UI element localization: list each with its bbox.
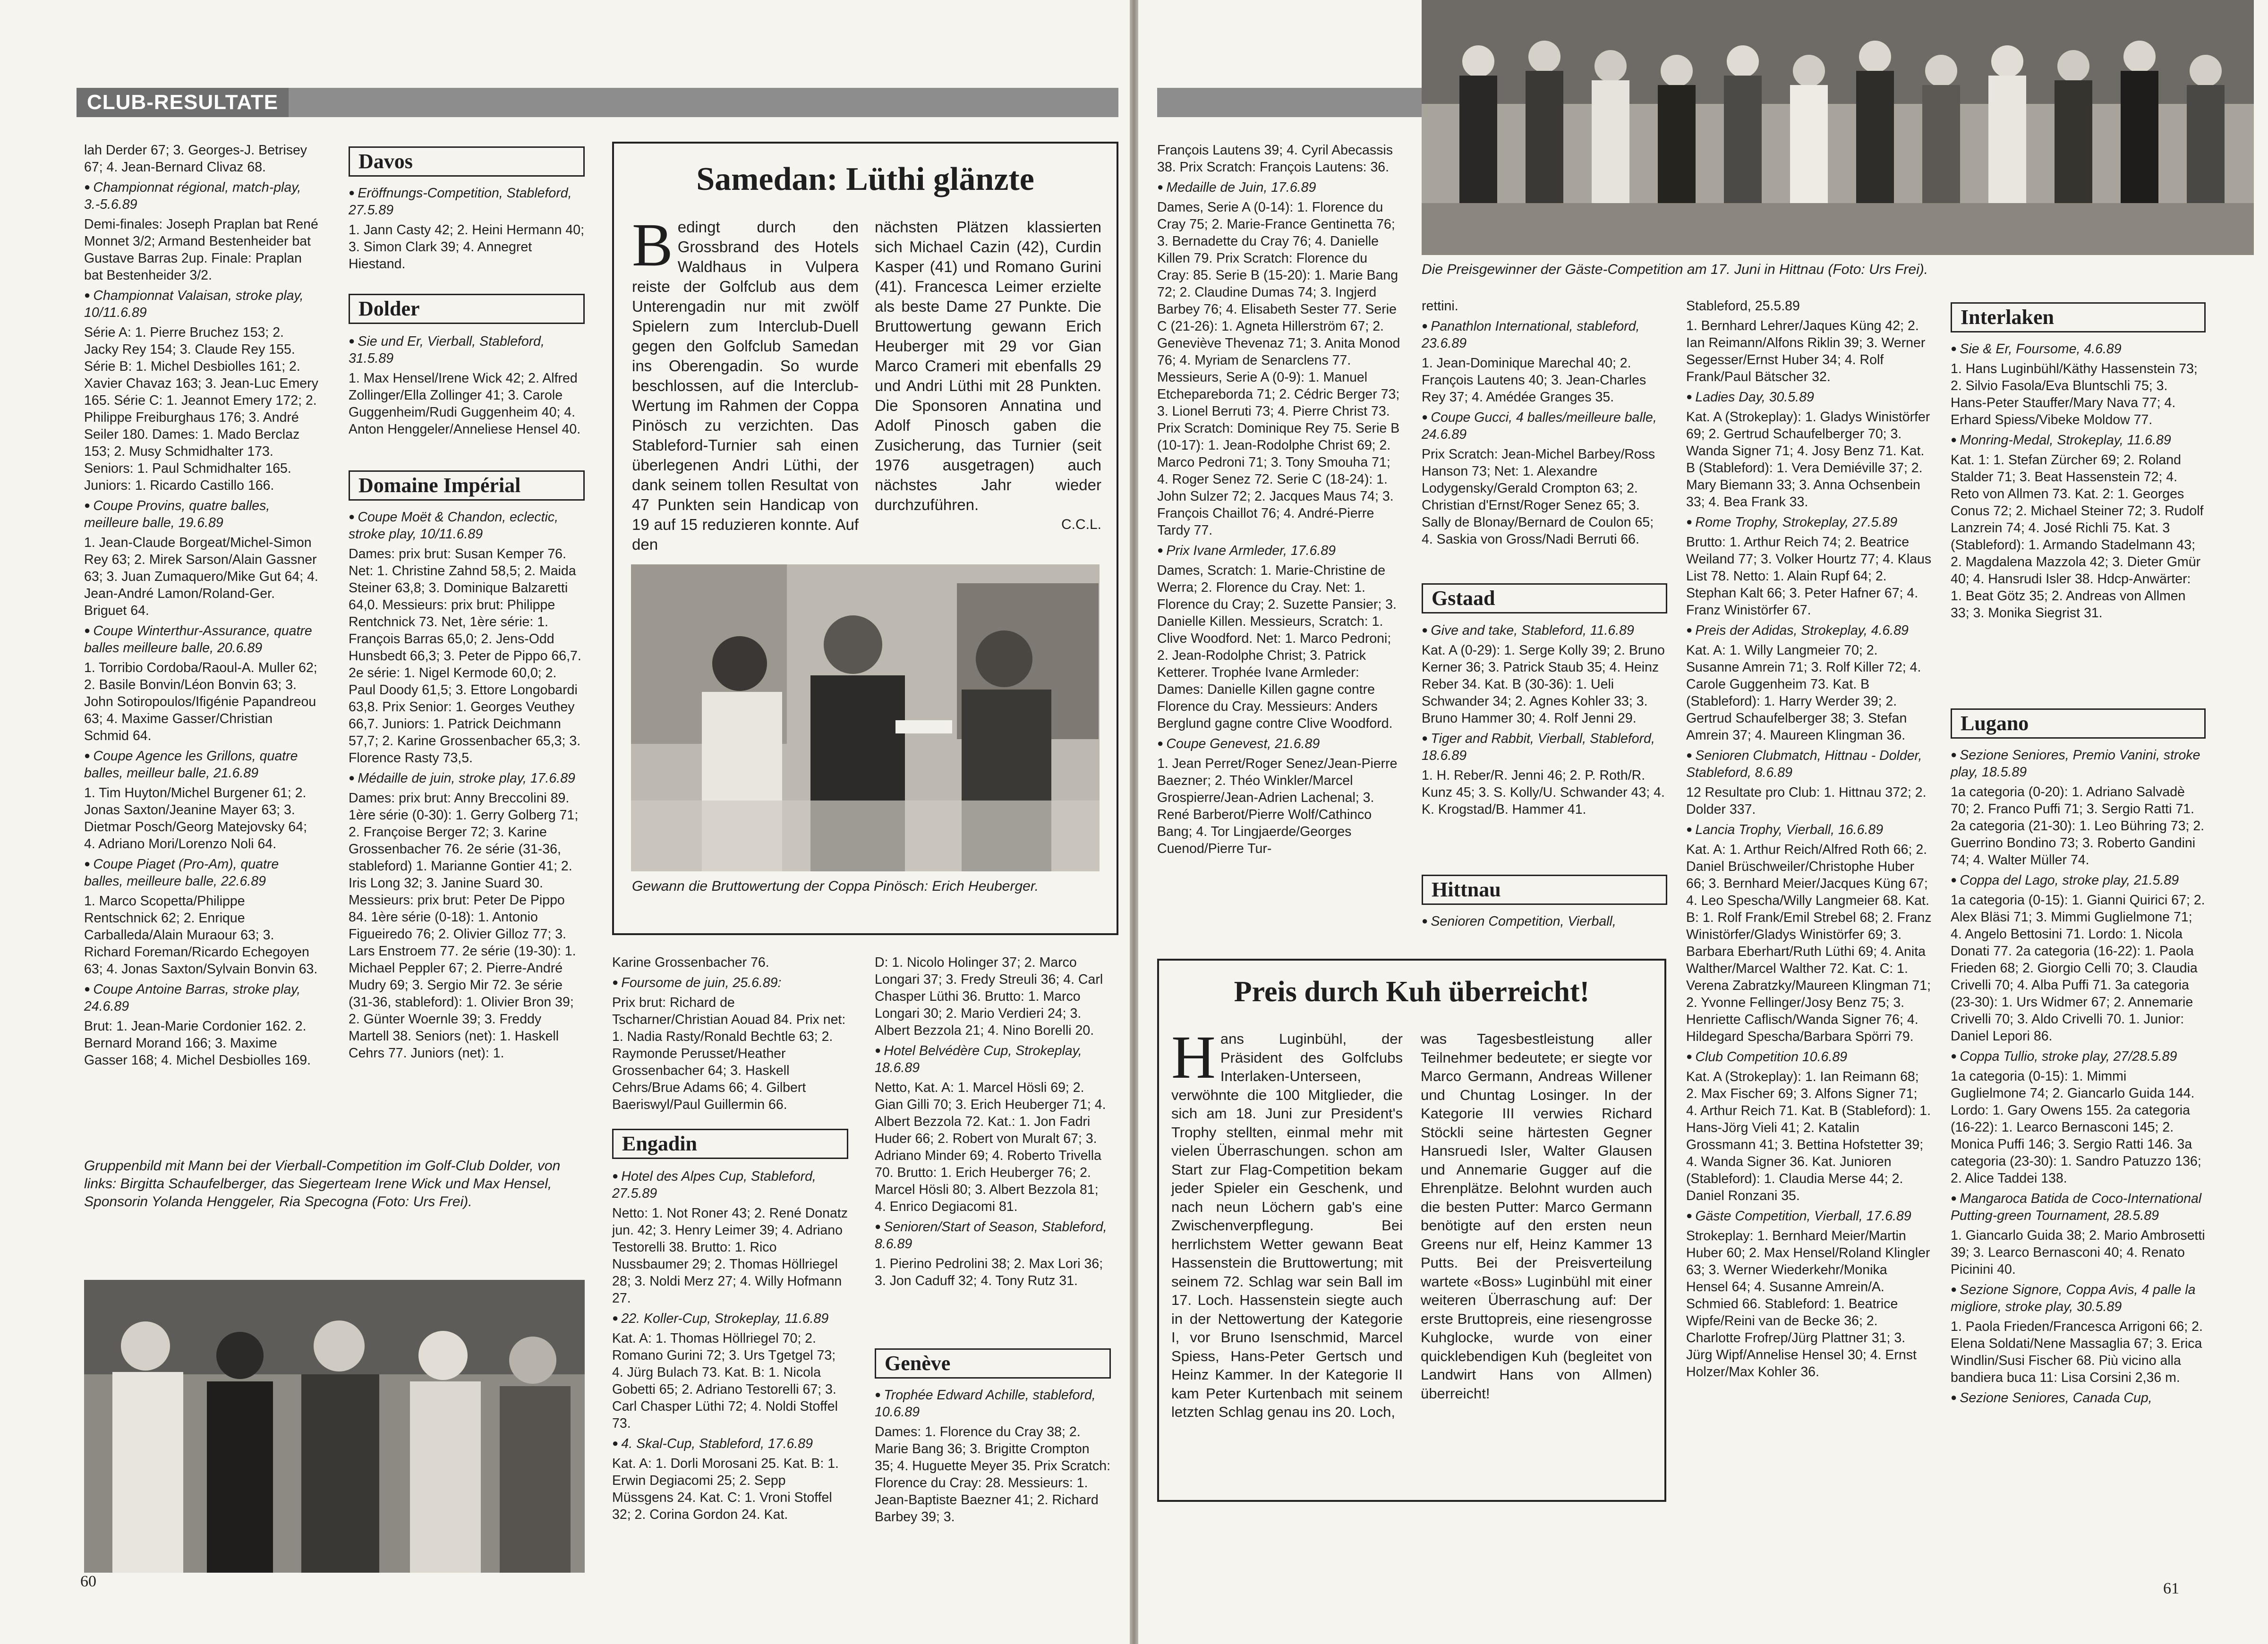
author-signature: C.C.L. xyxy=(1061,517,1101,532)
event-title: ● Médaille de juin, stroke play, 17.6.89 xyxy=(349,769,585,787)
text-block: François Lautens 39; 4. Cyril Abecassis 38. Prix Scratch: François Lautens: 36. xyxy=(1157,143,1393,175)
event-title: ● Coupe Genevest, 21.6.89 xyxy=(1157,735,1403,752)
event-title: ● Hotel des Alpes Cup, Stableford, 27.5.89 xyxy=(612,1167,848,1202)
section-banner: CLUB-RESULTATE xyxy=(77,88,289,117)
event-title: ● Give and take, Stableford, 11.6.89 xyxy=(1422,622,1667,639)
text-block: Brutto: 1. Arthur Reich 74; 2. Beatrice Weiland 77; 3. Volker Hourtz 77; 4. Klaus List 78. Netto: 1. Alain Rupf 64; 2. Stephan Kalt 66; 3. Peter Hafner 67; 4. Franz Winistörfer 67. xyxy=(1686,535,1932,618)
geneve-continued xyxy=(1157,142,1403,860)
text-block: Kat. A: 1. Dorli Morosani 25. Kat. B: 1. Erwin Degiacomi 25; 2. Sepp Müssgens 24. Kat. C: 1. Vroni Stoffel 32; 2. Corina Gordon 24. Kat. xyxy=(612,1456,839,1522)
text-block: Dames: prix brut: Susan Kemper 76. Net: 1. Christine Zahnd 58,5; 2. Maida Steiner 63,8; 3. Dominique Balzaretti 64,0. Messieurs: prix brut: Philippe Rentchnick 73. Net, 1ère série: 1. François Barras 65,0; 2. Jens-Odd Hunsbedt 66,3; 3. Peter de Pippo 66,7. 2e série: 1. Nigel Kermode 60,0; 2. Paul Doody 61,5; 3. Ettore Longobardi 63,8. Prix Senior: 1. Georges Veuthey 66,7. Juniors: 1. Patrick Deichmann 57,7; 2. Karine Grossenbacher 65,3; 3. Florence Rasty 73,5. xyxy=(349,546,581,766)
event-title: ● Senioren/Start of Season, Stableford, 8.6.89 xyxy=(875,1218,1111,1252)
event-title: ● Senioren Clubmatch, Hittnau - Dolder, Stableford, 8.6.89 xyxy=(1686,747,1932,781)
text-block: 1. Jean Perret/Roger Senez/Jean-Pierre Baezner; 2. Théo Winkler/Marcel Grospierre/Jean-Adrien Lachenal; 3. René Barberot/Pierre Wolf/Cathinco Bang; 4. Tor Lingjaerde/Georges Cuenod/Pierre Tur- xyxy=(1157,756,1398,856)
event-title: ● Hotel Belvédère Cup, Strokeplay, 18.6.89 xyxy=(875,1042,1111,1076)
photo-award-handover xyxy=(631,564,1100,871)
text-block: lah Derder 67; 3. Georges-J. Betrisey 67; 4. Jean-Bernard Clivaz 68. xyxy=(84,143,307,175)
text-block: Série A: 1. Pierre Bruchez 153; 2. Jacky Rey 154; 3. Claude Rey 155. Série B: 1. Michel Desbiolles 161; 2. Xavier Chavaz 163; 3. Jean-Luc Emery 165. Série C: 1. Jeannot Emery 172; 2. Philippe Freiburghaus 176; 3. André Seiler 180. Dames: 1. Mado Berclaz 153; 2. Musy Schmidhalter 173. Seniors: 1. Paul Schmidhalter 165. Juniors: 1. Ricardo Castillo 166. xyxy=(84,325,318,493)
text-block: Kat. A: 1. Arthur Reich/Alfred Roth 66; 2. Daniel Brüschweiler/Christophe Huber 66; 3. Bernhard Meier/Jacques Küng 67; 4. Leo Spescha/Willy Langmeier 68. Kat. B: 1. Rolf Frank/Emil Strebel 68; 2. Franz Winistörfer/Gladys Winistörfer 69; 3. Barbara Eberhart/Ruth Lüthi 69; 4. Anita Walther/Marcel Walther 72. Kat. C: 1. Verena Zabratzky/Maureen Klingman 71; 2. Yvonne Fellinger/Josy Benz 75; 3. Henriette Caflisch/Wanda Signer 76; 4. Hildegard Spescha/Barbara Spörri 79. xyxy=(1686,842,1932,1044)
page-number: 60 xyxy=(80,1573,96,1590)
event-title: ● Coupe Agence les Grillons, quatre balles, meilleur balle, 21.6.89 xyxy=(84,747,320,782)
text-block: rettini. xyxy=(1422,298,1458,314)
hittnau-results xyxy=(1422,912,1667,933)
event-title: ● Mangaroca Batida de Coco-International Putting-green Tournament, 28.5.89 xyxy=(1951,1190,2206,1224)
domaine-results xyxy=(349,508,585,1065)
text-block: Kat. A: 1. Thomas Höllriegel 70; 2. Romano Gurini 72; 3. Urs Tgetgel 73; 4. Jürg Bulach 73. Kat. B: 1. Nicola Gobetti 65; 2. Adriano Testorelli 67; 3. Carl Chasper Lüthi 72; 4. Noldi Stoffel 73. xyxy=(612,1331,838,1431)
section-head-interlaken: Interlaken xyxy=(1951,302,2206,332)
photo-illustration xyxy=(631,564,1100,871)
text-block: was Tagesbestleistung aller Teilnehmer bedeutete; er siegte vor Marco Germann, Andreas Willener und Chuntag Losinger. In der Kategorie III verwies Richard Stöckli seine härtesten Gegner Hansruedi Isler, Walter Glausen und Annemarie Gugger auf die Ehrenplätze. Belohnt wurden auch die besten Putter: Marco Germann benötigte auf den ersten neun Greens nur elf, Heinz Kammer 13 Putts. Bei der Preisverteilung wartete «Boss» Luginbühl mit einer weiteren Überraschung auf: Der erste Bruttopreis, eine riesengrosse Kuhglocke, wurde von einer quicklebendigen Kuh (begleitet von Landwirt Hans von Allmen) überreicht! xyxy=(1421,1031,1652,1402)
text-block: Netto: 1. Not Roner 43; 2. René Donatz jun. 42; 3. Henry Leimer 39; 4. Adriano Testorelli 38. Brutto: 1. Rico Nussbaumer 29; 2. Thomas Höllriegel 28; 3. Noldi Merz 27; 4. Willy Hofmann 27. xyxy=(612,1206,848,1306)
text-block: 1. Pierino Pedrolini 38; 2. Max Lori 36; 3. Jon Caduff 32; 4. Tony Rutz 31. xyxy=(875,1256,1103,1288)
text-block: 1. Hans Luginbühl/Käthy Hassenstein 73; 2. Silvio Fasola/Eva Bluntschli 75; 3. Hans-Peter Stauffer/Mary Nava 77; 4. Erhard Spiess/Vibeke Moldow 77. xyxy=(1951,361,2198,427)
text-block: nächsten Plätzen klassierten sich Michael Cazin (42), Curdin Kasper (41) und Romano Gurini (41). Francesca Leimer erzielte als beste Dame 27 Punkte. Die Bruttowertung gewann Erich Heuberger mit 29 vor Gian Marco Crameri mit ebenfalls 29 und Andri Lüthi mit 28 Punkten. Die Sponsoren Annatina und Adolf Pinosch gaben die Zusicherung, das Turnier (seit 1976 ausgetragen) auch nächstes Jahr wieder durchzuführen. xyxy=(875,218,1101,513)
event-title: ● Coupe Provins, quatre balles, meilleure balle, 19.6.89 xyxy=(84,497,320,531)
text-block: Netto, Kat. A: 1. Marcel Hösli 69; 2. Gian Gilli 70; 3. Erich Heuberger 71; 4. Albert Bezzola 72. Kat.: 1. Jon Fadri Huder 66; 2. Robert von Muralt 67; 3. Adriano Minder 69; 4. Roberto Trivella 70. Brutto: 1. Erich Heuberger 76; 2. Marcel Hösli 80; 3. Albert Bezzola 81; 4. Enrico Degiacomi 81. xyxy=(875,1080,1106,1214)
gstaad-results xyxy=(1422,622,1667,821)
event-title: ● Coupe Winterthur-Assurance, quatre balles meilleure balle, 20.6.89 xyxy=(84,622,320,656)
section-head-domaine-imperial: Domaine Impérial xyxy=(349,470,585,501)
geneve-results xyxy=(875,1386,1111,1528)
top-photo-caption: Die Preisgewinner der Gäste-Competition am 17. Juni in Hittnau (Foto: Urs Frei). xyxy=(1422,262,1928,277)
photo-illustration xyxy=(84,1280,585,1573)
event-title: ● Sezione Seniores, Premio Vanini, stroke play, 18.5.89 xyxy=(1951,746,2206,781)
text-block: Prix Scratch: Jean-Michel Barbey/Ross Hanson 73; Net: 1. Alexandre Lodygensky/Gerald Crompton 63; 2. Christian d'Ernst/Roger Senez 65; 3. Sally de Blonay/Bernard de Coulon 65; 4. Saskia von Gross/Nadi Berruti 66. xyxy=(1422,447,1655,547)
text-block: Kat. A (Strokeplay): 1. Gladys Winistörfer 69; 2. Gertrud Schaufelberger 70; 3. Wanda Signer 71; 4. Josy Benz 71. Kat. B (Stableford): 1. Vera Demiéville 37; 2. Mary Biemann 33; 3. Anna Ochsenbein 33; 4. Bea Frank 33. xyxy=(1686,409,1930,510)
event-title: ● 22. Koller-Cup, Strokeplay, 11.6.89 xyxy=(612,1310,848,1327)
text-block: 1. Bernhard Lehrer/Jaques Küng 42; 2. Ian Reimann/Alfons Riklin 39; 3. Werner Segesser/Ernst Huber 34; 4. Rolf Frank/Paul Bätscher 32. xyxy=(1686,318,1926,384)
event-title: ● Preis der Adidas, Strokeplay, 4.6.89 xyxy=(1686,622,1932,639)
text-block: Kat. A: 1. Willy Langmeier 70; 2. Susanne Amrein 71; 3. Rolf Killer 72; 4. Carole Guggenheim 73. Kat. B (Stableford): 1. Harry Werder 39; 2. Gertrud Schaufelberger 38; 3. Stefan Amrein 37; 4. Maureen Klingman 36. xyxy=(1686,643,1921,743)
banner-bar xyxy=(1157,88,1422,117)
page-number: 61 xyxy=(2163,1580,2179,1597)
section-head-geneve: Genève xyxy=(875,1348,1111,1379)
section-head-hittnau: Hittnau xyxy=(1422,875,1667,905)
text-block: 1a categoria (0-15): 1. Mimmi Guglielmone 74; 2. Giancarlo Guida 144. Lordo: 1. Gary Owens 155. 2a categoria (16-22): 1. Learco Bernasconi 145; 2. Monica Puffi 146; 3. Sergio Ratti 146. 3a categoria (23-30): 1. Sandro Patuzzo 136; 2. Alice Taddei 138. xyxy=(1951,1069,2201,1186)
section-head-dolder: Dolder xyxy=(349,294,585,324)
text-block: 1. Max Hensel/Irene Wick 42; 2. Alfred Zollinger/Ella Zollinger 41; 3. Carole Guggenheim/Rudi Guggenheim 40; 4. Anton Henggeler/Anneliese Hensel 40. xyxy=(349,371,581,437)
event-title: ● Coupe Gucci, 4 balles/meilleure balle, 24.6.89 xyxy=(1422,409,1667,443)
event-title: ● Coppa Tullio, stroke play, 27/28.5.89 xyxy=(1951,1048,2206,1065)
event-title: ● Senioren Competition, Vierball, xyxy=(1422,912,1667,930)
kuh-headline: Preis durch Kuh überreicht! xyxy=(1234,976,1590,1008)
results-column-1 xyxy=(84,142,320,1072)
text-block: 1. Paola Frieden/Francesca Arrigoni 66; 2. Elena Soldati/Nene Massaglia 67; 3. Erica Windlin/Susi Fischer 68. Più vicino alla bandiera buca 11: Lisa Corsini 2,36 m. xyxy=(1951,1319,2203,1385)
text-block: Prix brut: Richard de Tscharner/Christian Aouad 84. Prix net: 1. Nadia Rasty/Ronald Bechtle 63; 2. Raymonde Perusset/Heather Grossenbacher 64; 3. Haskell Cehrs/Brue Adams 66; 4. Gilbert Baeriswyl/Paul Guillermin 66. xyxy=(612,995,846,1112)
lugano-results xyxy=(1951,746,2206,1409)
drop-cap: B xyxy=(632,211,673,279)
event-title: ● Medaille de Juin, 17.6.89 xyxy=(1157,179,1403,196)
text-block: Kat. A (Strokeplay): 1. Ian Reimann 68; 2. Max Fischer 69; 3. Alfons Signer 71; 4. Arthur Reich 71. Kat. B (Stableford): 1. Hans-Jörg Vieli 41; 2. Katalin Grossmann 41; 3. Bettina Hofstetter 39; 4. Wanda Signer 36. Kat. Junioren (Stableford): 1. Claudia Merse 44; 2. Daniel Ronzani 35. xyxy=(1686,1069,1931,1203)
text-block: Demi-finales: Joseph Praplan bat René Monnet 3/2; Armand Bestenheider bat Gustave Barras 2up. Finale: Praplan bat Bestenheider 3/2. xyxy=(84,217,318,283)
event-title: ● Panathlon International, stableford, 23.6.89 xyxy=(1422,317,1667,352)
text-block: Karine Grossenbacher 76. xyxy=(612,955,769,970)
text-block: Dames: 1. Florence du Cray 38; 2. Marie Bang 36; 3. Brigitte Crompton 35; 4. Huguette Meyer 35. Prix Scratch: Florence du Cray: 28. Messieurs: 1. Jean-Baptiste Baezner 41; 2. Richard Barbey 39; 3. xyxy=(875,1424,1110,1525)
section-head-lugano: Lugano xyxy=(1951,708,2206,739)
event-title: ● Sie & Er, Foursome, 4.6.89 xyxy=(1951,340,2206,358)
event-title: ● Prix Ivane Armleder, 17.6.89 xyxy=(1157,542,1403,559)
text-block: Kat. A (0-29): 1. Serge Kolly 39; 2. Bruno Kerner 36; 3. Patrick Staub 35; 4. Heinz Reber 34. Kat. B (30-36): 1. Ueli Schwander 34; 2. Agnes Kohler 33; 3. Bruno Hammer 30; 4. Rolf Jenni 29. xyxy=(1422,643,1665,726)
group-photo-caption: Gruppenbild mit Mann bei der Vierball-Competition im Golf-Club Dolder, von links: Birgitta Schaufelberger, das Siegerteam Irene Wick und Max Hensel, Sponsorin Yolanda Henggeler, Ria Specogna (Foto: Urs Frei). xyxy=(84,1158,561,1210)
text-block: Dames, Scratch: 1. Marie-Christine de Werra; 2. Florence du Cray. Net: 1. Florence du Cray; 2. Suzette Pansier; 3. Danielle Killen. Messieurs, Scratch: 1. Clive Woodford. Net: 1. Marco Pedroni; 2. Jean-Rodolphe Christ; 3. Patrick Ketterer. Trophée Ivane Armleder: Dames: Danielle Killen gagne contre Florence du Cray. Messieurs: Anders Berglund gagne contre Clive Woodford. xyxy=(1157,563,1397,731)
domaine-continued xyxy=(612,954,848,1116)
event-title: ● Trophée Edward Achille, stableford, 10.6.89 xyxy=(875,1386,1111,1421)
text-block: 1a categoria (0-20): 1. Adriano Salvadè 70; 2. Franco Puffi 71; 3. Sergio Ratti 71. 2a categoria (21-30): 1. Leo Bühring 73; 2. Guerrino Bondino 73; 3. Roberto Gandini 74; 4. Walter Müller 74. xyxy=(1951,784,2205,868)
feature-headline: Samedan: Lüthi glänzte xyxy=(696,161,1034,197)
event-title: ● Tiger and Rabbit, Vierball, Stableford, 18.6.89 xyxy=(1422,730,1667,764)
event-title: ● Ladies Day, 30.5.89 xyxy=(1686,388,1932,406)
text-block: 1. Tim Huyton/Michel Burgener 61; 2. Jonas Saxton/Jeanine Mayer 63; 3. Dietmar Posch/Georg Matejovsky 64; 4. Adriano Mori/Lorenzo Noli 64. xyxy=(84,785,307,852)
text-block: 1a categoria (0-15): 1. Gianni Quirici 67; 2. Alex Bläsi 71; 3. Mimmi Guglielmone 71; 4. Angelo Bettosini 71. Lordo: 1. Nicola Donati 77. 2a categoria (16-22): 1. Paola Frieden 68; 2. Giorgio Celli 70; 3. Claudia Crivelli 70; 4. Alba Puffi 71. 3a categoria (23-30): 1. Urs Widmer 67; 2. Annemarie Crivelli 70; 3. Aldo Crivelli 70. 1. Junior: Daniel Lepori 86. xyxy=(1951,893,2205,1044)
book-gutter xyxy=(1130,0,1138,1644)
text-block: 1. H. Reber/R. Jenni 46; 2. P. Roth/R. Kunz 45; 3. S. Kolly/U. Schwander 43; 4. K. Krogstad/B. Hammer 41. xyxy=(1422,768,1665,817)
dolder-results xyxy=(349,332,585,441)
event-title: ● Sie und Er, Vierball, Stableford, 31.5.89 xyxy=(349,332,585,367)
event-title: ● Coppa del Lago, stroke play, 21.5.89 xyxy=(1951,871,2206,889)
text-block: 1. Jean-Dominique Marechal 40; 2. François Lautens 40; 3. Jean-Charles Rey 37; 4. Amédée Granges 35. xyxy=(1422,356,1646,405)
text-block: ans Luginbühl, der Präsident des Golfclubs Interlaken-Unterseen, verwöhnte die 100 Mitglieder, die sich am 18. Juni zur President's Trophy stellten, einmal mehr mit vielen Überraschungen. schon am Start zur Flag-Competition bekam jeder Spieler ein Geschenk, und nach neun Löchern gab's eine Zwischenverpflegung. Bei herrlichstem Wetter gewann Beat Hassenstein die Bruttowertung; mit seinem 72. Schlag war sein Ball im 17. Loch. Hassenstein siegte auch in der Nettowertung der Kategorie I, vor Bruno Isenschmid, Marcel Spiess, Hans-Peter Gertsch und Heinz Kammer. In der Kategorie II kam Peter Kurtenbach mit seinem letzten Schlag genau ins 20. Loch, xyxy=(1171,1031,1403,1420)
text-block: Dames: prix brut: Anny Breccolini 89. 1ère série (0-30): 1. Gerry Golberg 71; 2. Françoise Berger 72; 3. Karine Grossenbacher 76. 2e série (31-36, stableford) 1. Marianne Gontier 41; 2. Iris Long 32; 3. Janine Suard 30. Messieurs: prix brut: Peter De Pippo 84. 1ère série (0-18): 1. Antonio Figueiredo 76; 2. Olivier Gilloz 77; 3. Lars Enstroem 77. 2e série (19-30): 1. Michael Peppler 67; 2. Pierre-André Mudry 69; 3. Sergio Mir 72. 3e série (31-36, stableford): 1. Olivier Bron 39; 2. Günter Woernle 39; 3. Freddy Martell 38. Seniors (net): 1. Haskell Cehrs 77. Juniors (net): 1. xyxy=(349,791,579,1061)
event-title: ● Championnat régional, match-play, 3.-5.6.89 xyxy=(84,179,320,213)
event-title: ● Sezione Signore, Coppa Avis, 4 palle la migliore, stroke play, 30.5.89 xyxy=(1951,1281,2206,1315)
section-head-engadin: Engadin xyxy=(612,1129,848,1159)
text-block: Kat. 1: 1. Stefan Zürcher 69; 2. Roland Stalder 71; 3. Beat Hassenstein 72; 4. Reto von Allmen 73. Kat. 2: 1. Georges Conus 72; 2. Michael Steiner 72; 3. Rudolf Lanzrein 74; 4. José Richli 75. Kat. 3 (Stableford): 1. Armando Stadelmann 43; 2. Magdalena Mazzola 42; 3. Dieter Gmür 40; 4. Hansrudi Isler 38. Hdcp-Anwärter: 1. Beat Götz 35; 2. Andreas von Allmen 33; 3. Monika Siegrist 31. xyxy=(1951,452,2204,621)
photo-group-dolder xyxy=(84,1280,585,1573)
hittnau-continued xyxy=(1686,298,1932,1383)
davos-results xyxy=(349,184,585,275)
right-page xyxy=(1138,0,2268,1644)
event-title: ● Foursome de juin, 25.6.89: xyxy=(612,974,848,991)
text-block: Strokeplay: 1. Bernhard Meier/Martin Huber 60; 2. Max Hensel/Roland Klingler 63; 3. Werner Wiederkehr/Monika Hensel 64; 4. Susanne Amrein/A. Schmied 66. Stableford: 1. Beatrice Wipfe/Reini van de Becke 36; 2. Charlotte Frofrep/Jürg Plattner 31; 3. Jürg Wipf/Annelise Hensel 30; 4. Ernst Holzer/Max Kohler 36. xyxy=(1686,1228,1930,1380)
text-block: Brut: 1. Jean-Marie Cordonier 162. 2. Bernard Morand 166; 3. Maxime Gasser 168; 4. Michel Desbiolles 169. xyxy=(84,1019,311,1068)
event-title: ● Club Competition 10.6.89 xyxy=(1686,1048,1932,1065)
kuh-text-a xyxy=(1171,1023,1403,1422)
feature-text-b xyxy=(875,217,1101,537)
photo-prize-winners-hittnau xyxy=(1422,0,2254,255)
event-title: ● Lancia Trophy, Vierball, 16.6.89 xyxy=(1686,821,1932,838)
photo-illustration xyxy=(1422,0,2254,255)
feature-photo-caption: Gewann die Bruttowertung der Coppa Pinösch: Erich Heuberger. xyxy=(632,878,1039,894)
drop-cap: H xyxy=(1171,1023,1216,1091)
section-head-gstaad: Gstaad xyxy=(1422,583,1667,613)
event-title: ● Sezione Seniores, Canada Cup, xyxy=(1951,1389,2206,1406)
event-title: ● Coupe Moët & Chandon, eclectic, stroke play, 10/11.6.89 xyxy=(349,508,585,543)
geneve-continued-2 xyxy=(1422,298,1667,551)
event-title: ● Eröffnungs-Competition, Stableford, 27.5.89 xyxy=(349,184,585,219)
text-block: 1. Giancarlo Guida 38; 2. Mario Ambrosetti 39; 3. Learco Bernasconi 40; 4. Renato Picinini 40. xyxy=(1951,1228,2205,1277)
kuh-text-b xyxy=(1421,1030,1652,1403)
text-block: 1. Torribio Cordoba/Raoul-A. Muller 62; 2. Basile Bonvin/Léon Bonvin 63; 3. John Sotiropoulos/Ifigénie Papandreou 63; 4. Maxime Gasser/Christian Schmid 64. xyxy=(84,660,317,743)
event-title: ● Coupe Piaget (Pro-Am), quatre balles, meilleure balle, 22.6.89 xyxy=(84,855,320,890)
engadin-continued xyxy=(875,954,1111,1292)
text-block: Dames, Serie A (0-14): 1. Florence du Cray 75; 2. Marie-France Gentinetta 76; 3. Bernadette du Cray 76; 4. Danielle Killen 79. Prix Scratch: Florence du Cray: 85. Serie B (15-20): 1. Marie Bang 72; 2. Claudine Dumas 74; 3. Ingjerd Barbey 76; 4. Elisabeth Sester 77. Serie C (21-26): 1. Agneta Hillerström 67; 2. Geneviève Thevenaz 71; 3. Anita Monod 76; 4. Myriam de Senarclens 77. Messieurs, Serie A (0-9): 1. Manuel Etchepareborda 71; 2. Cédric Berger 73; 3. Lionel Berruti 73; 4. Pierre Christ 73. Prix Scratch: Dominique Rey 75. Serie B (10-17): 1. Jean-Rodolphe Christ 69; 2. Marco Pedroni 71; 3. Tony Smouha 71; 4. Roger Senez 72. Serie C (18-24): 1. John Sulzer 72; 2. Jacques Maus 74; 3. François Chaillot 76; 4. André-Pierre Tardy 77. xyxy=(1157,200,1400,538)
text-block: D: 1. Nicolo Holinger 37; 2. Marco Longari 37; 3. Fredy Streuli 36; 4. Carl Chasper Lüthi 36. Brutto: 1. Marco Longari 30; 2. Mario Verdieri 24; 3. Albert Bezzola 21; 4. Nino Borelli 20. xyxy=(875,955,1103,1038)
section-head-davos: Davos xyxy=(349,146,585,177)
event-title: ● Championnat Valaisan, stroke play, 10/11.6.89 xyxy=(84,287,320,321)
text-block: 1. Jann Casty 42; 2. Heini Hermann 40; 3. Simon Clark 39; 4. Annegret Hiestand. xyxy=(349,222,585,272)
event-title: ● 4. Skal-Cup, Stableford, 17.6.89 xyxy=(612,1435,848,1452)
event-title: ● Coupe Antoine Barras, stroke play, 24.6.89 xyxy=(84,980,320,1015)
event-title: ● Gäste Competition, Vierball, 17.6.89 xyxy=(1686,1207,1932,1225)
event-title: ● Rome Trophy, Strokeplay, 27.5.89 xyxy=(1686,513,1932,531)
text-block: 1. Jean-Claude Borgeat/Michel-Simon Rey 63; 2. Mirek Sarson/Alain Gassner 63; 3. Juan Zumaquero/Mike Gut 64; 4. Jean-André Lamon/Roland-Ger. Briguet 64. xyxy=(84,535,318,618)
left-page xyxy=(0,0,1130,1644)
text-block: 12 Resultate pro Club: 1. Hittnau 372; 2. Dolder 337. xyxy=(1686,785,1927,817)
event-title: ● Monring-Medal, Strokeplay, 11.6.89 xyxy=(1951,431,2206,449)
text-block: 1. Marco Scopetta/Philippe Rentschnick 62; 2. Enrique Carballeda/Alain Muraour 63; 3. Richard Foreman/Ricardo Echegoyen 63; 4. Jonas Saxton/Sylvain Bonvin 63. xyxy=(84,894,318,977)
feature-text-a xyxy=(632,211,859,554)
text-block: edingt durch den Grossbrand des Hotels Waldhaus in Vulpera reiste der Golfclub aus dem Unterengadin nur mit zwölf Spielern zum Interclub-Duell gegen den Golfclub Samedan ins Oberengadin. So wurde beschlossen, auf die Interclub-Wertung im Rahmen der Coppa Pinösch zu verzichten. Das Stableford-Turnier sah einen überlegenen Andri Lüthi, der dank seinem tollen Resultat von 47 Punkten sein Handicap von 19 auf 15 reduzieren konnte. Auf den xyxy=(632,218,859,553)
event-title: Stableford, 25.5.89 xyxy=(1686,298,1800,314)
interlaken-results xyxy=(1951,340,2206,624)
engadin-results xyxy=(612,1167,848,1526)
